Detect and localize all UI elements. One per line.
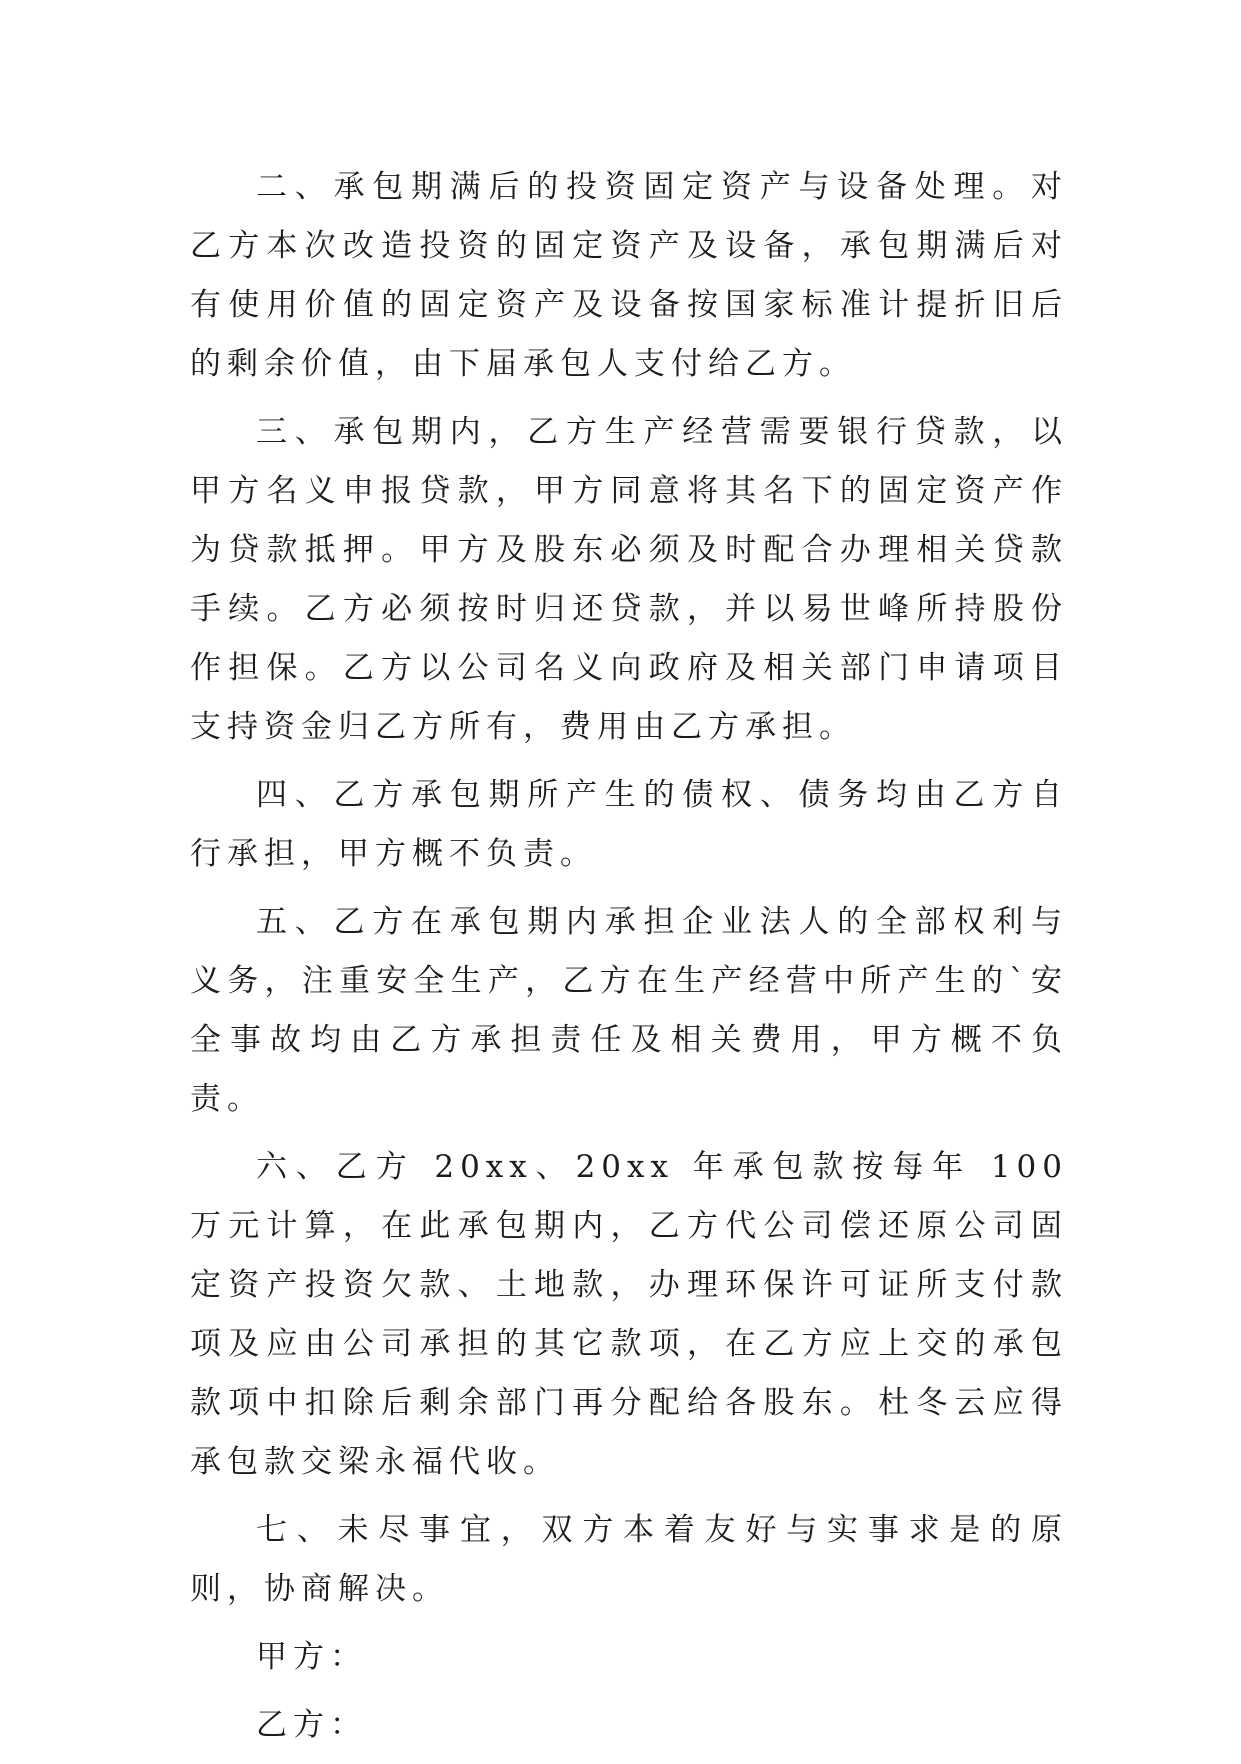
clause-4: 四、乙方承包期所产生的债权、债务均由乙方自行承担，甲方概不负责。 xyxy=(190,777,1068,872)
signature-party-a: 甲方： xyxy=(256,1639,367,1675)
clause-3: 三、承包期内，乙方生产经营需要银行贷款，以甲方名义申报贷款，甲方同意将其名下的固定资产作为贷款抵押。甲方及股东必须及时配合办理相关贷款手续。乙方必须按时归还贷款，并以易世峰所持股份作担保。乙方以公司名义向政府及相关部门申请项目支持资金归乙方所有，费用由乙方承担。 xyxy=(190,414,1068,745)
document-body xyxy=(190,158,1068,1764)
clause-7: 七、未尽事宜，双方本着友好与实事求是的原则，协商解决。 xyxy=(190,1512,1068,1607)
clause-6: 六、乙方 20xx、20xx 年承包款按每年 100 万元计算，在此承包期内，乙方代公司偿还原公司固定资产投资欠款、土地款，办理环保许可证所支付款项及应由公司承担的其它款项，在乙方应上交的承包款项中扣除后剩余部门再分配给各股东。杜冬云应得承包款交梁永福代收。 xyxy=(190,1149,1068,1480)
clause-2: 二、承包期满后的投资固定资产与设备处理。对乙方本次改造投资的固定资产及设备，承包期满后对有使用价值的固定资产及设备按国家标准计提折旧后的剩余价值，由下届承包人支付给乙方。 xyxy=(190,169,1068,382)
clause-5: 五、乙方在承包期内承担企业法人的全部权利与义务，注重安全生产，乙方在生产经营中所产生的`安全事故均由乙方承担责任及相关费用，甲方概不负责。 xyxy=(190,904,1068,1117)
signature-party-b: 乙方： xyxy=(256,1707,367,1743)
